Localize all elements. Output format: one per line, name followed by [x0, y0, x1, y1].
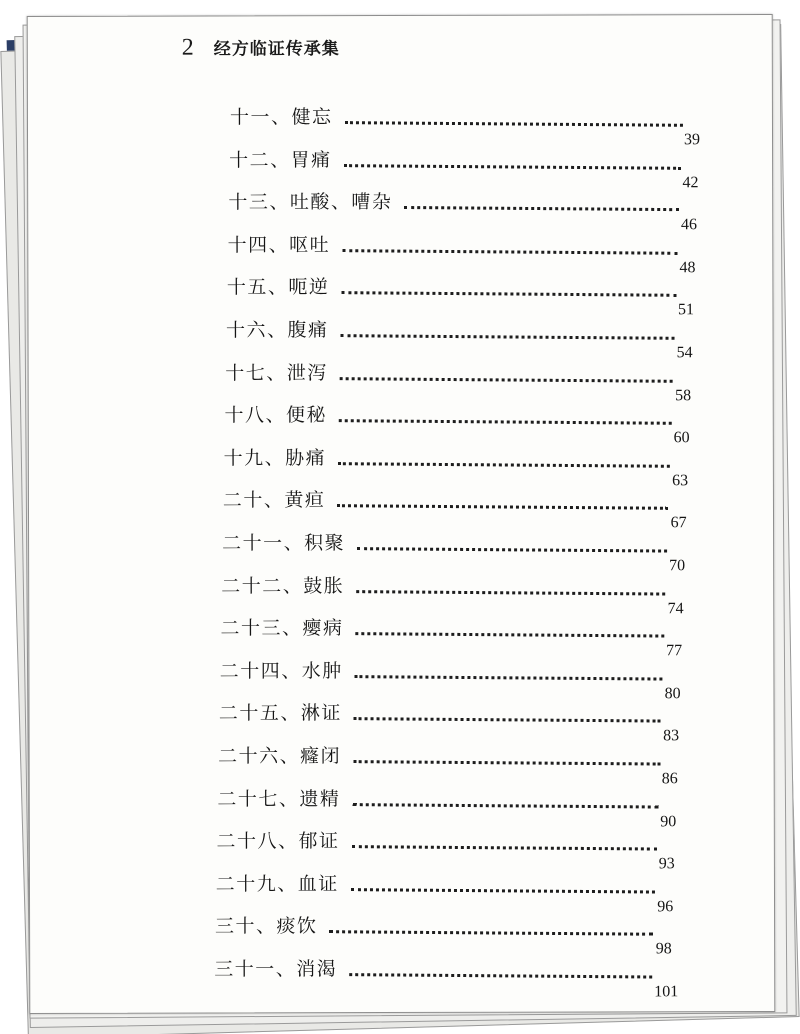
toc-entry-title: 十四、呕吐	[227, 233, 331, 257]
toc-entry-title: 二十三、瘿病	[220, 617, 344, 640]
toc-page-number: 63	[672, 472, 689, 490]
toc-leader-dots	[356, 590, 665, 595]
toc-entry-title: 十八、便秘	[224, 404, 327, 427]
toc-entry-title: 二十五、淋证	[218, 702, 342, 725]
toc-page-number: 74	[667, 599, 684, 617]
toc-entry-title: 十一、健忘	[229, 106, 333, 129]
toc-page-number: 58	[675, 386, 692, 404]
toc-leader-dots	[344, 164, 681, 170]
toc-entry	[223, 442, 764, 490]
toc-leader-dots	[340, 377, 673, 383]
toc-entry	[221, 570, 761, 617]
toc-entry-title: 二十六、癃闭	[218, 745, 342, 768]
toc-entry-title: 二十九、血证	[215, 872, 339, 896]
toc-entry-title: 十六、腹痛	[225, 319, 329, 342]
toc-page-number: 70	[669, 557, 686, 575]
toc-page-number: 48	[679, 259, 696, 277]
toc-entry	[226, 271, 767, 319]
toc-page-number: 42	[682, 173, 699, 191]
toc-page-number: 39	[683, 131, 701, 149]
toc-entry-title: 十九、胁痛	[223, 446, 327, 470]
table-of-contents	[28, 15, 775, 1013]
toc-leader-dots	[329, 931, 653, 937]
toc-page-number: 93	[658, 855, 675, 873]
toc-entry	[227, 229, 768, 277]
toc-page-number: 67	[670, 514, 687, 532]
toc-entry-title: 二十四、水肿	[219, 659, 343, 683]
toc-entry-title: 二十二、鼓胀	[221, 574, 345, 598]
toc-entry	[222, 484, 763, 532]
toc-entry-title: 二十、黄疸	[222, 489, 326, 512]
toc-leader-dots	[404, 206, 679, 211]
toc-leader-dots	[337, 505, 668, 511]
toc-entry-title: 十三、吐酸、嘈杂	[228, 191, 393, 214]
toc-page-number: 46	[681, 216, 698, 234]
toc-entry	[215, 868, 756, 916]
toc-page-number: 86	[661, 770, 678, 788]
toc-entry	[224, 399, 764, 447]
toc-entry-title: 三十、痰饮	[214, 915, 318, 938]
toc-page-number: 101	[654, 983, 679, 1001]
toc-entry	[219, 655, 760, 703]
toc-entry	[229, 101, 770, 149]
toc-entry	[225, 314, 766, 362]
toc-page-number: 83	[663, 727, 680, 745]
toc-leader-dots	[341, 334, 675, 340]
toc-entry	[217, 783, 757, 830]
toc-leader-dots	[355, 632, 664, 637]
toc-page-number: 98	[655, 940, 672, 958]
toc-entry	[214, 910, 755, 958]
toc-entry	[218, 697, 759, 745]
toc-page-number: 90	[660, 812, 677, 830]
toc-leader-dots	[342, 249, 677, 255]
toc-entry-title: 十七、泄泻	[225, 361, 328, 385]
book-title: 经方临证传承集	[213, 39, 340, 60]
toc-entry	[228, 186, 768, 234]
toc-entry	[222, 527, 762, 575]
toc-entry-title: 二十一、积聚	[222, 532, 346, 555]
toc-page-number: 96	[657, 898, 674, 916]
book-page	[27, 14, 776, 1014]
toc-page-number: 60	[673, 429, 690, 447]
toc-page-number: 77	[666, 642, 683, 660]
toc-leader-dots	[353, 760, 660, 765]
toc-leader-dots	[357, 547, 667, 552]
toc-leader-dots	[352, 845, 657, 850]
toc-leader-dots	[355, 675, 663, 680]
toc-entry	[216, 825, 757, 873]
toc-entry-title: 二十八、郁证	[216, 830, 340, 853]
toc-leader-dots	[341, 292, 676, 298]
page-number: 2	[181, 34, 194, 61]
toc-entry-title: 十五、呃逆	[226, 276, 330, 299]
toc-leader-dots	[338, 462, 670, 468]
toc-page-number: 54	[676, 344, 693, 362]
toc-entry-title: 三十一、消渴	[214, 958, 338, 981]
toc-leader-dots	[352, 803, 658, 808]
toc-leader-dots	[349, 973, 652, 978]
toc-leader-dots	[344, 121, 682, 127]
toc-entry	[225, 357, 765, 404]
toc-entry	[218, 740, 758, 788]
toc-entry-title: 十二、胃痛	[229, 148, 332, 172]
toc-page-number: 80	[664, 685, 681, 703]
toc-leader-dots	[351, 888, 655, 893]
toc-entry-title: 二十七、遗精	[217, 787, 341, 811]
toc-page-number: 51	[678, 301, 695, 319]
toc-entry	[214, 953, 754, 1001]
toc-leader-dots	[339, 419, 672, 425]
toc-leader-dots	[354, 718, 661, 723]
toc-entry	[229, 144, 769, 191]
toc-entry	[220, 612, 760, 660]
